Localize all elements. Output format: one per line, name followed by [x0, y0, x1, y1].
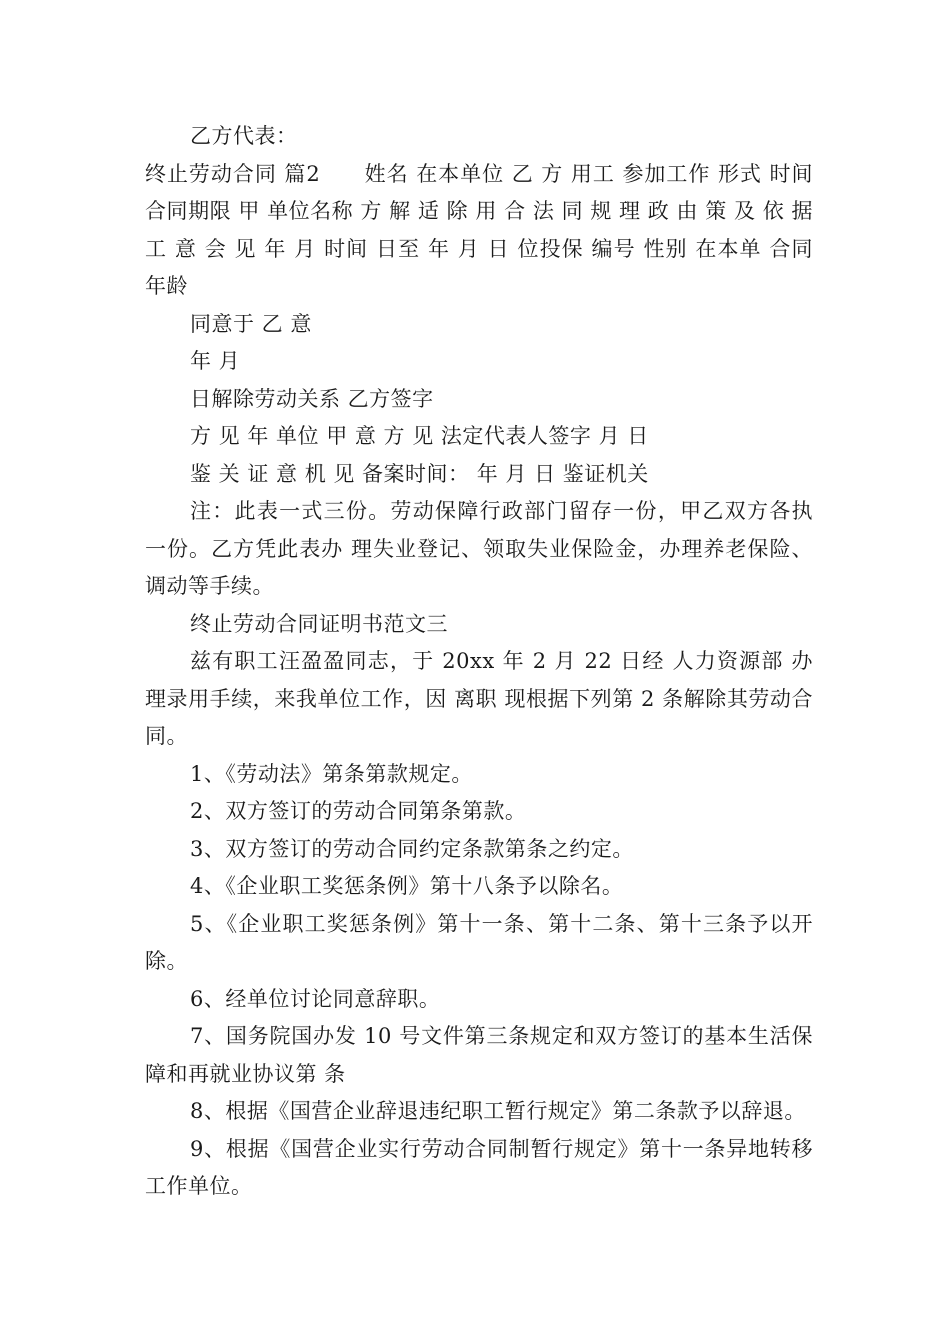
- paragraph-party-a-opinion: 方 见 年 单位 甲 意 方 见 法定代表人签字 月 日: [190, 424, 649, 448]
- section-heading: 终止劳动合同证明书范文三: [190, 611, 448, 636]
- list-item: 9、根据《国营企业实行劳动合同制暂行规定》第十一条异地转移工作单位。: [145, 1136, 813, 1198]
- list-item: 7、国务院国办发 10 号文件第三条规定和双方签订的基本生活保障和再就业协议第 条: [145, 1024, 813, 1086]
- paragraph-party-b-rep: 乙方代表：: [190, 124, 298, 148]
- list-item: 4、《企业职工奖惩条例》第十八条予以除名。: [190, 874, 624, 898]
- document-page: [145, 118, 813, 1206]
- paragraph-terminate-relation: 日解除劳动关系 乙方签字: [190, 386, 434, 411]
- list-item: 5、《企业职工奖惩条例》第十一条、第十二条、第十三条予以开除。: [145, 911, 813, 973]
- paragraph-form-fields: 终止劳动合同 篇2 姓名 在本单位 乙 方 用工 参加工作 形式 时间 合同期限 甲 单位名称 方 解 适 除 用 合 法 同 规 理 政 由 策 及 依 据 工 意 会 见 年 月 时间 日至 年 月 日 位投保 编号 性别 在本单 合同 年龄: [145, 161, 813, 298]
- list-item: 6、经单位讨论同意辞职。: [190, 986, 441, 1011]
- list-item: 1、《劳动法》第条第款规定。: [190, 761, 473, 786]
- paragraph-authentication: 鉴 关 证 意 机 见 备案时间： 年 月 日 鉴证机关: [190, 461, 649, 486]
- list-item: 8、根据《国营企业辞退违纪职工暂行规定》第二条款予以辞退。: [190, 1099, 806, 1123]
- paragraph-note: 注：此表一式三份。劳动保障行政部门留存一份，甲乙双方各执一份。乙方凭此表办 理失业登记、领取失业保险金，办理养老保险、调动等手续。: [145, 499, 813, 598]
- paragraph-year-month: 年 月: [190, 349, 241, 373]
- paragraph-agree: 同意于 乙 意: [190, 311, 312, 336]
- paragraph-intro: 兹有职工汪盈盈同志，于 20xx 年 2 月 22 日经 人力资源部 办理录用手续，来我单位工作，因 离职 现根据下列第 2 条解除其劳动合同。: [145, 649, 813, 748]
- list-item: 3、双方签订的劳动合同约定条款第条之约定。: [190, 836, 634, 861]
- list-item: 2、双方签订的劳动合同第条第款。: [190, 799, 527, 823]
